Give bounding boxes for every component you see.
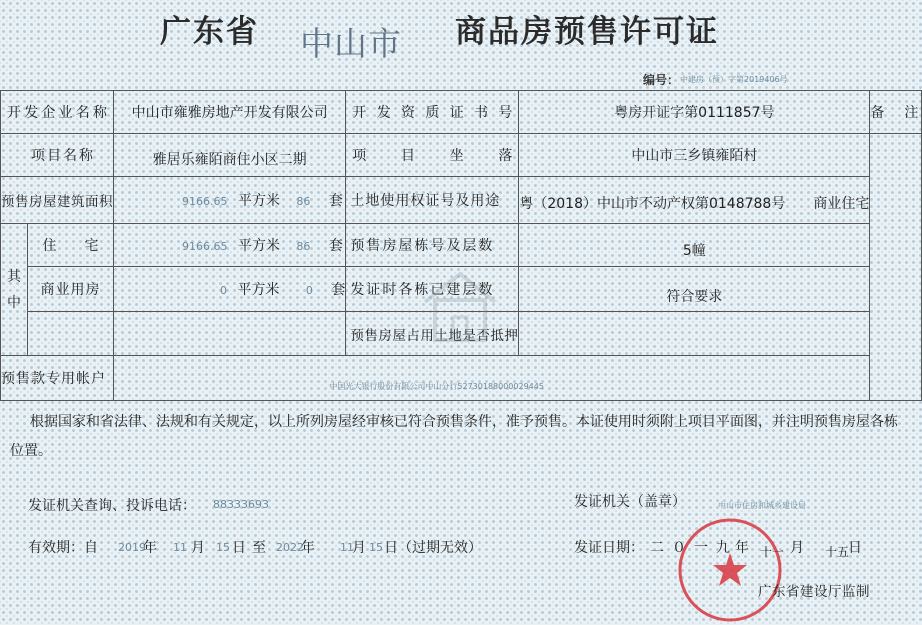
floors-value: 符合要求 [519,267,870,312]
serial-label: 编号： [643,73,680,87]
issue-day-char: 日 [848,540,862,556]
official-seal-icon [675,515,785,625]
valid-to-year-char: 年 [301,540,315,556]
title-city: 中山市 [300,24,402,63]
location-label: 项目坐落 [346,134,519,177]
phone-label: 发证机关查询、投诉电话： [28,498,196,514]
area-set-unit: 套 [328,193,343,209]
qizhong-text: 其中 [6,268,21,311]
issue-day: 十五 [825,545,850,559]
commercial-unit: 平方米 [237,282,280,298]
residential-area: 9166.65 [182,240,228,253]
location-value: 中山市三乡镇雍陌村 [519,134,870,177]
floors-label: 发证时各栋已建层数 [346,267,519,312]
residential-set-unit: 套 [328,238,343,254]
valid-label: 有效期：自 [28,540,98,556]
remarks-label: 备 注 [870,91,922,134]
account-label: 预售款专用帐户 [1,356,114,401]
issue-year: 二０一九 [650,540,738,556]
land-value: 粤（2018）中山市不动产权第0148788号 商业住宅 [519,177,870,224]
valid-from-month: 11 [173,541,187,554]
commercial-sets: 0 [305,284,313,297]
project-label: 项目名称 [1,134,114,177]
commercial-area: 0 [220,284,227,297]
valid-from-day: 15 [216,541,230,554]
issue-year-char: 年 [735,540,749,556]
valid-to-char: 至 [252,540,266,556]
phone-value: 88333693 [213,498,269,511]
expired-note: 日（过期无效） [384,540,482,556]
watermark-house-icon [415,262,505,352]
serial-number: 中建房（预）字第2019406号 [680,75,788,84]
title-certificate: 商品房预售许可证 [455,14,719,50]
building-label: 预售房屋栋号及层数 [346,224,519,267]
valid-from-day-char: 日 [232,540,246,556]
residential-label: 住 宅 [27,224,113,267]
mortgage-value [519,312,870,356]
valid-to-month-char: 月 [352,540,366,556]
commercial-label: 商业用房 [27,267,113,312]
issuer-value: 中山市住房和城乡建设局 [718,501,806,510]
area-unit: 平方米 [237,193,280,209]
account-value-cell [114,356,870,401]
qualification-value: 粤房开证字第0111857号 [519,91,870,134]
valid-from-month-char: 月 [191,540,205,556]
residential-unit: 平方米 [237,238,280,254]
project-value: 雅居乐雍陌商住小区二期 [114,134,346,177]
supervision-mark: 广东省建设厅监制 [758,584,870,600]
remarks-cell [870,134,922,401]
permit-statement: 根据国家和省法律、法规和有关规定，以上所列房屋经审核已符合预售条件，准予预售。本证使用时须附上项目平面图，并注明预售房屋各栋位置。 [10,414,898,459]
issuer-label: 发证机关（盖章） [574,494,686,510]
valid-to-month: 11 [340,541,354,554]
empty-subrow-value [114,312,346,356]
area-value: 9166.65 [182,195,228,208]
title-province: 广东省 [160,14,259,50]
empty-subrow-label [27,312,113,356]
valid-from-year: 2019 [118,541,146,554]
issue-month-char: 月 [790,540,804,556]
valid-from-year-char: 年 [143,540,157,556]
area-value-cell [114,177,346,224]
valid-to-year: 2022 [276,541,304,554]
issue-month: 十一 [760,545,785,559]
developer-value: 中山市雍雅房地产开发有限公司 [114,91,346,134]
mortgage-label: 预售房屋占用土地是否抵押 [346,312,519,356]
qualification-label: 开发资质证书号 [346,91,519,134]
building-value: 5幢 [519,224,870,267]
commercial-value-cell [114,267,346,312]
residential-sets: 86 [296,240,311,253]
commercial-set-unit: 套 [331,282,346,298]
valid-to-day: 15 [369,541,383,554]
issue-date-label: 发证日期： [574,540,644,556]
account-value: 中国光大银行股份有限公司中山分行52730188000029445 [329,382,544,391]
land-label: 土地使用权证号及用途 [346,177,519,224]
developer-label: 开发企业名称 [1,91,114,134]
area-sets: 86 [296,195,311,208]
qizhong-label [1,224,28,356]
area-label: 预售房屋建筑面积 [1,177,114,224]
residential-value-cell [114,224,346,267]
permit-table [0,90,922,401]
